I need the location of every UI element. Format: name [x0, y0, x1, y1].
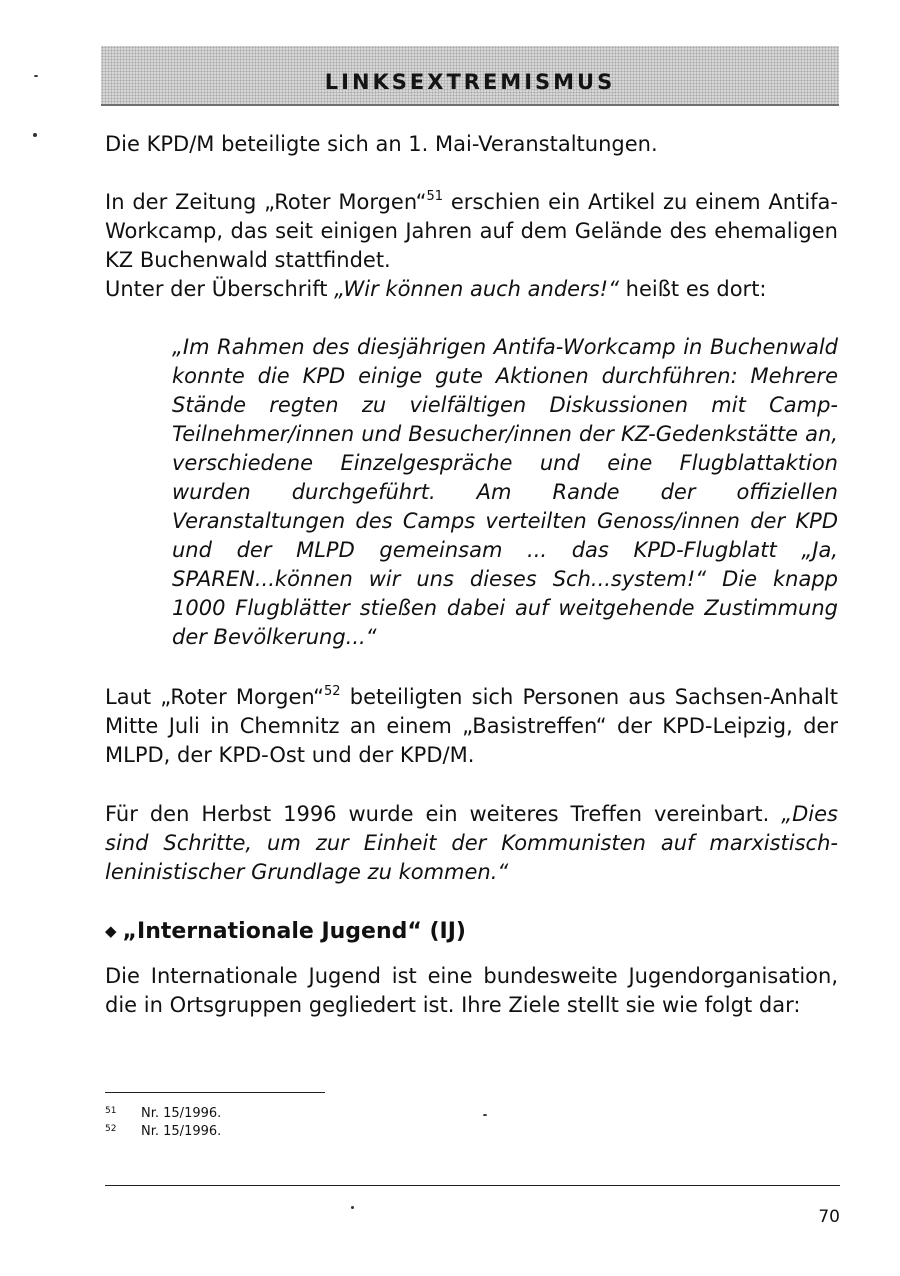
page-number: 70 — [818, 1207, 840, 1227]
scan-speck — [33, 133, 37, 137]
paragraph — [105, 962, 838, 1020]
footnote-number: 51 — [105, 1106, 117, 1116]
scan-speck — [483, 1114, 487, 1116]
paragraph-text: heißt es dort: — [618, 277, 767, 301]
paragraph-text: Für den Herbst 1996 wurde ein weiteres Treffen vereinbart. — [105, 802, 782, 826]
subheading — [105, 916, 466, 947]
footnote-text: Nr. 15/1996. — [141, 1124, 222, 1139]
paragraph-text: beteiligten sich Personen aus Sachsen-Anhalt Mitte Juli in Chemnitz an einem „Basistreffen“ der KPD-Leipzig, der MLPD, der KPD-Ost und der KPD/M. — [105, 685, 838, 767]
paragraph-text: Die Internationale Jugend ist eine bundesweite Jugendorganisation, die in Ortsgruppen gegliedert ist. Ihre Ziele stellt sie wie folgt dar: — [105, 964, 838, 1017]
paragraph-text: Die KPD/M beteiligte sich an 1. Mai-Veranstaltungen. — [105, 132, 658, 156]
page-footer-divider — [105, 1185, 840, 1186]
paragraph-text: In der Zeitung „Roter Morgen“ — [105, 190, 427, 214]
footnote — [105, 1121, 221, 1140]
footnote-number: 52 — [105, 1124, 117, 1134]
diamond-icon: ◆ — [105, 922, 117, 940]
scan-speck — [351, 1206, 354, 1209]
section-title: LINKSEXTREMISMUS — [324, 70, 616, 94]
footnote-ref: 52 — [324, 684, 341, 699]
section-header — [101, 46, 839, 106]
paragraph-text: Laut „Roter Morgen“ — [105, 685, 325, 709]
footnote-ref: 51 — [426, 189, 444, 204]
footnote — [105, 1103, 221, 1122]
footnote-divider — [105, 1092, 325, 1093]
scan-speck — [34, 75, 38, 77]
subheading-text: „Internationale Jugend“ (IJ) — [122, 919, 466, 944]
inline-quote: „Dies sind Schritte, um zur Einheit der Kommunisten auf marxistisch-leninistischer Grundlage zu kommen.“ — [105, 802, 838, 884]
paragraph-text: erschien ein Artikel zu einem Antifa-Workcamp, das seit einigen Jahren auf dem Gelände des ehemaligen KZ Buchenwald stattfindet. — [105, 190, 838, 272]
footnote-text: Nr. 15/1996. — [141, 1106, 222, 1121]
paragraph — [105, 188, 838, 275]
paragraph — [105, 800, 838, 887]
quoted-heading: „Wir können auch anders!“ — [334, 277, 619, 301]
paragraph — [105, 130, 838, 159]
paragraph-text: Unter der Überschrift — [105, 277, 335, 301]
paragraph — [105, 275, 838, 304]
block-quote: „Im Rahmen des diesjährigen Antifa-Workcamp in Buchenwald konnte die KPD einige gute Aktionen durchführen: Mehrere Stände regten zu vielfältigen Diskussionen mit Camp-Teilnehmer/innen und Besucher/innen der KZ-Gedenkstätte an, verschiedene Einzelgespräche und eine Flugblattaktion wurden durchgeführt. Am Rande der offiziellen Veranstaltungen des Camps verteilten Genoss/innen der KPD und der MLPD gemeinsam ... das KPD-Flugblatt „Ja, SPAREN...können wir uns dieses Sch...system!“ Die knapp 1000 Flugblätter stießen dabei auf weitgehende Zustimmung der Bevölkerung...“ — [172, 335, 838, 649]
paragraph — [105, 683, 838, 770]
